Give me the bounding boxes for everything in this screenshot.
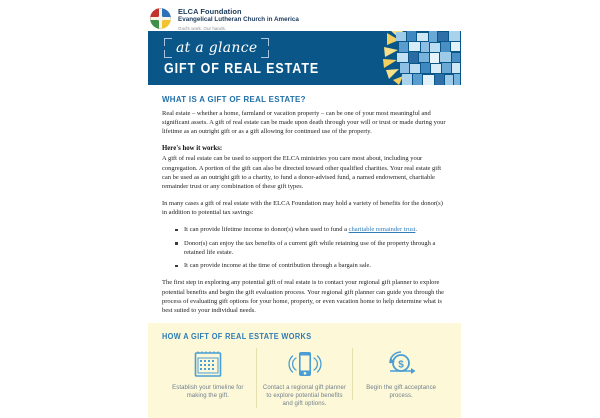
elca-cross-emblem-icon [149,7,172,30]
section-heading: WHAT IS A GIFT OF REAL ESTATE? [162,94,306,104]
bracket-corner-top-left-icon [164,38,172,46]
list-item [184,239,447,257]
organization-tagline: God's work. Our hands. [178,25,227,31]
mobile-phone-signal-icon [262,348,348,380]
article-body [148,85,461,315]
bracket-corner-top-right-icon [261,38,269,46]
how-it-works-label: Here's how it works: [162,145,223,153]
how-it-works-panel [148,323,461,418]
step-caption: Contact a regional gift planner to explore potential benefits and gift options. [262,384,347,408]
charitable-remainder-trust-link[interactable]: charitable remainder trust [348,226,416,234]
benefit-text: It can provide lifetime income to donor(s) when used to fund a [184,226,349,234]
organization-subtitle: Evangelical Lutheran Church in America [178,16,299,23]
at-a-glance-badge [164,38,269,58]
list-item [184,261,447,270]
list-item [184,225,447,234]
banner-text-block [164,38,344,77]
benefit-text: Donor(s) can enjoy the tax benefits of a current gift while retaining use of the property through a retained life estate. [184,239,436,256]
benefit-text: It can provide income at the time of contribution through a bargain sale. [184,262,372,270]
masthead [148,0,461,31]
bracket-corner-bottom-right-icon [261,50,269,58]
how-it-works-paragraph: A gift of real estate can be used to support the ELCA ministries you care most about, including your congregation. A portion of the gift can also be directed toward other qualified charities. Your real estate gift can be used as an outright gift to a charity, to fund a donor-advised fund, a named endowment, charitable remainder trust or any combination of these gift types. [162,155,442,190]
step-caption: Begin the gift acceptance process. [366,384,437,399]
step-caption: Establish your timeline for making the gift. [172,384,244,399]
banner-eyebrow: at a glance [176,40,258,56]
document-sheet [148,0,461,408]
how-it-works-title: HOW A GIFT OF REAL ESTATE WORKS [162,331,312,341]
benefit-text-tail: . [415,226,418,234]
benefits-intro-paragraph: In many cases a gift of real estate with the ELCA Foundation may hold a variety of benefits for the donor(s) in addition to potential tax savings: [162,199,443,216]
masthead-text [178,7,299,32]
step-contact-planner [256,348,353,409]
intro-paragraph: Real estate – whether a home, farmland or vacation property – can be one of your most meaningful and significant assets. A gift of real estate can be made upon death through your will or trust or made during your lifetime as an outright gift or as a gift allowing for continued use of the property. [162,110,446,136]
blue-mosaic-sun-image [369,31,461,85]
organization-name: ELCA Foundation [178,7,242,16]
hero-banner [148,31,461,85]
step-begin-acceptance [352,348,449,400]
step-establish-timeline [160,348,256,400]
calendar-icon [165,348,251,380]
closing-paragraph: The first step in exploring any potential gift of real estate is to contact your regional gift planner to explore potential benefits and begin the gift evaluation process. Your regional gift planner can guide you through the process of evaluating gift options for your home, property, or even vacation home to help determine what is best suited to your individual needs. [162,279,444,314]
dollar-circle-arrow-icon [358,348,444,380]
steps-row [160,348,449,409]
bracket-corner-bottom-left-icon [164,50,172,58]
benefits-list [162,225,447,270]
banner-title: GIFT OF REAL ESTATE [164,61,320,77]
svg-text:$: $ [398,359,404,371]
